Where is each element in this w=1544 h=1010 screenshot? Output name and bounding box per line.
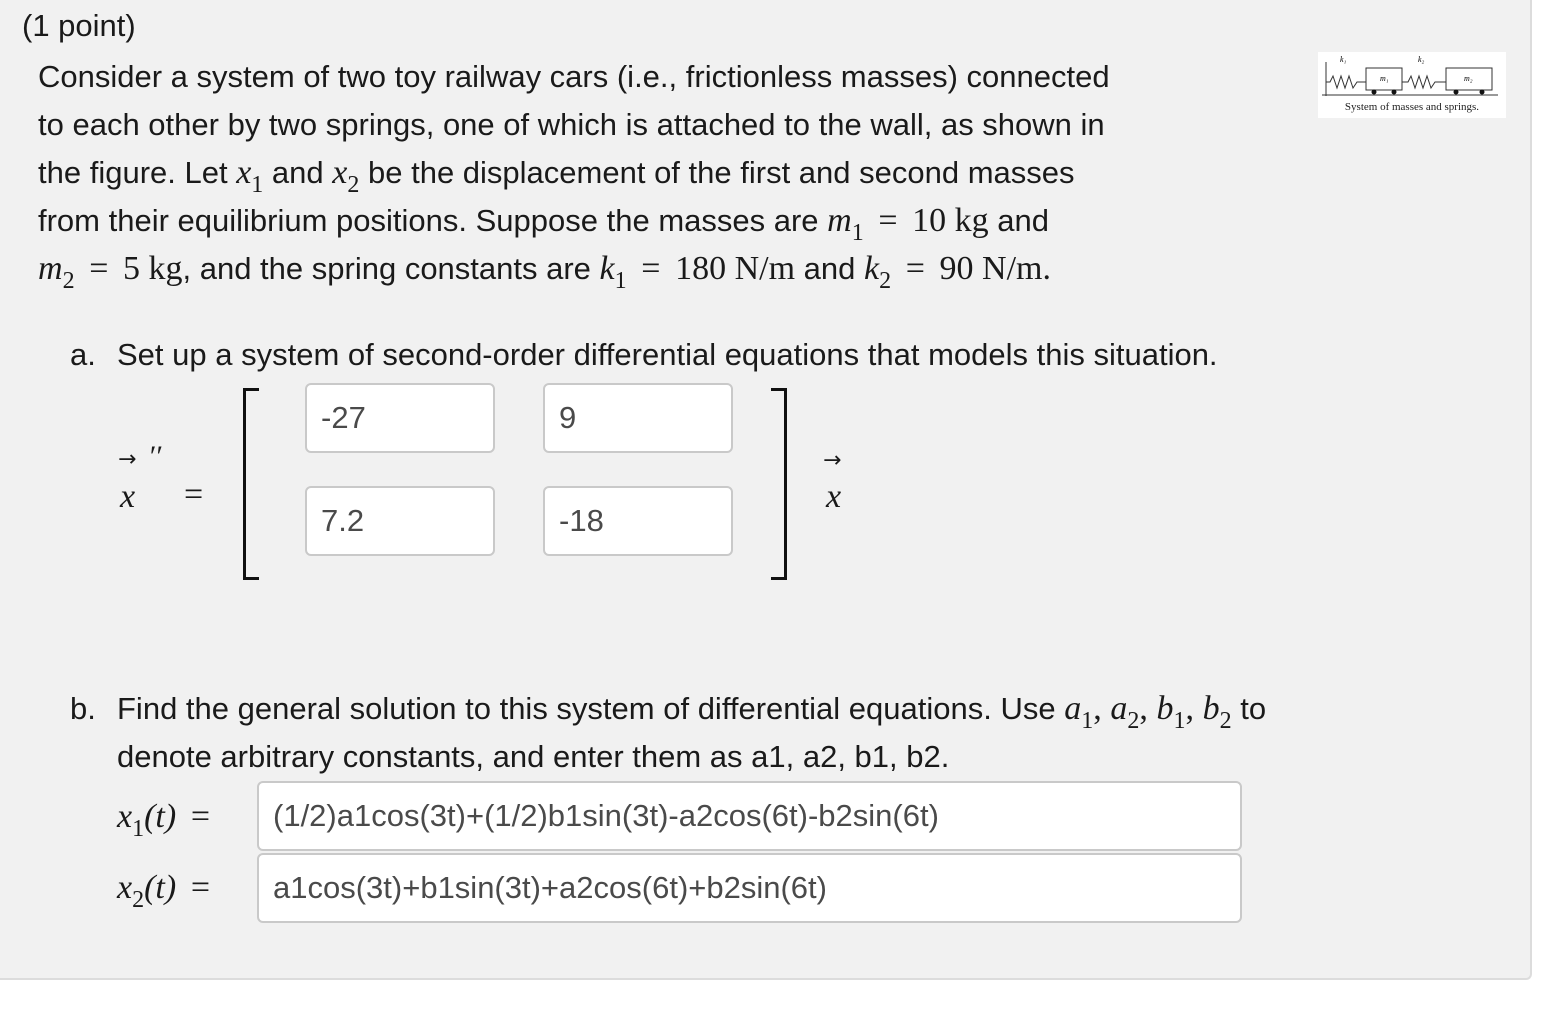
x1-label: $x_1(t)$ = [117,798,210,842]
vector-arrow-icon: → [823,448,842,473]
matrix-input-r2c1[interactable]: 7.2 [305,486,495,556]
x2-answer-input[interactable]: a1cos(3t)+b1sin(3t)+a2cos(6t)+b2sin(6t) [257,853,1242,923]
intro-line-1: Consider a system of two toy railway cars (i.e., frictionless masses) connected [38,59,1110,94]
rhs-x: x [826,478,842,515]
double-prime: ′′ [148,440,162,473]
intro-line-4: from their equilibrium positions. Suppose the masses are $m_1 = 10$ kg and [38,202,1050,246]
intro-line-2: to each other by two springs, one of which is attached to the wall, as shown in [38,107,1105,142]
m2-label: m₂ [1464,74,1473,83]
matrix-left-bracket [243,388,259,580]
intro-line-3: the figure. Let $x_1$ and $x_2$ be the displacement of the first and second masses [38,154,1075,198]
m1-label: m₁ [1380,74,1389,83]
matrix-input-r1c2[interactable]: 9 [543,383,733,453]
masses-springs-figure[interactable] [1318,52,1506,118]
part-b-prompt: Find the general solution to this system of differential equations. Use $a_1$, $a_2$, $b_1$, $b_2$ to [117,690,1267,734]
x2-label: $x_2(t)$ = [117,869,210,913]
matrix-input-r1c1[interactable]: -27 [305,383,495,453]
part-a-prompt: Set up a system of second-order differential equations that models this situation. [117,337,1218,372]
k1-label: k₁ [1340,55,1347,64]
part-a-label: a. [70,337,96,372]
part-b-label: b. [70,691,96,726]
lhs-x: x [120,478,136,515]
vector-arrow-icon: → [118,447,137,472]
intro-line-5: $m_2 = 5$ kg, and the spring constants are $k_1 = 180$ N/m and $k_2 = 90$ N/m. [38,250,1051,294]
points-label: (1 point) [22,8,136,43]
matrix-input-r2c2[interactable]: -18 [543,486,733,556]
part-b-prompt-line-2: denote arbitrary constants, and enter them as a1, a2, b1, b2. [117,739,950,774]
lhs-equals: = [184,476,204,513]
matrix-right-bracket [771,388,787,580]
spring-diagram-icon [1318,52,1506,102]
figure-caption: System of masses and springs. [1344,101,1480,113]
x1-answer-input[interactable]: (1/2)a1cos(3t)+(1/2)b1sin(3t)-a2cos(6t)-b2sin(6t) [257,781,1242,851]
k2-label: k₂ [1418,55,1425,64]
